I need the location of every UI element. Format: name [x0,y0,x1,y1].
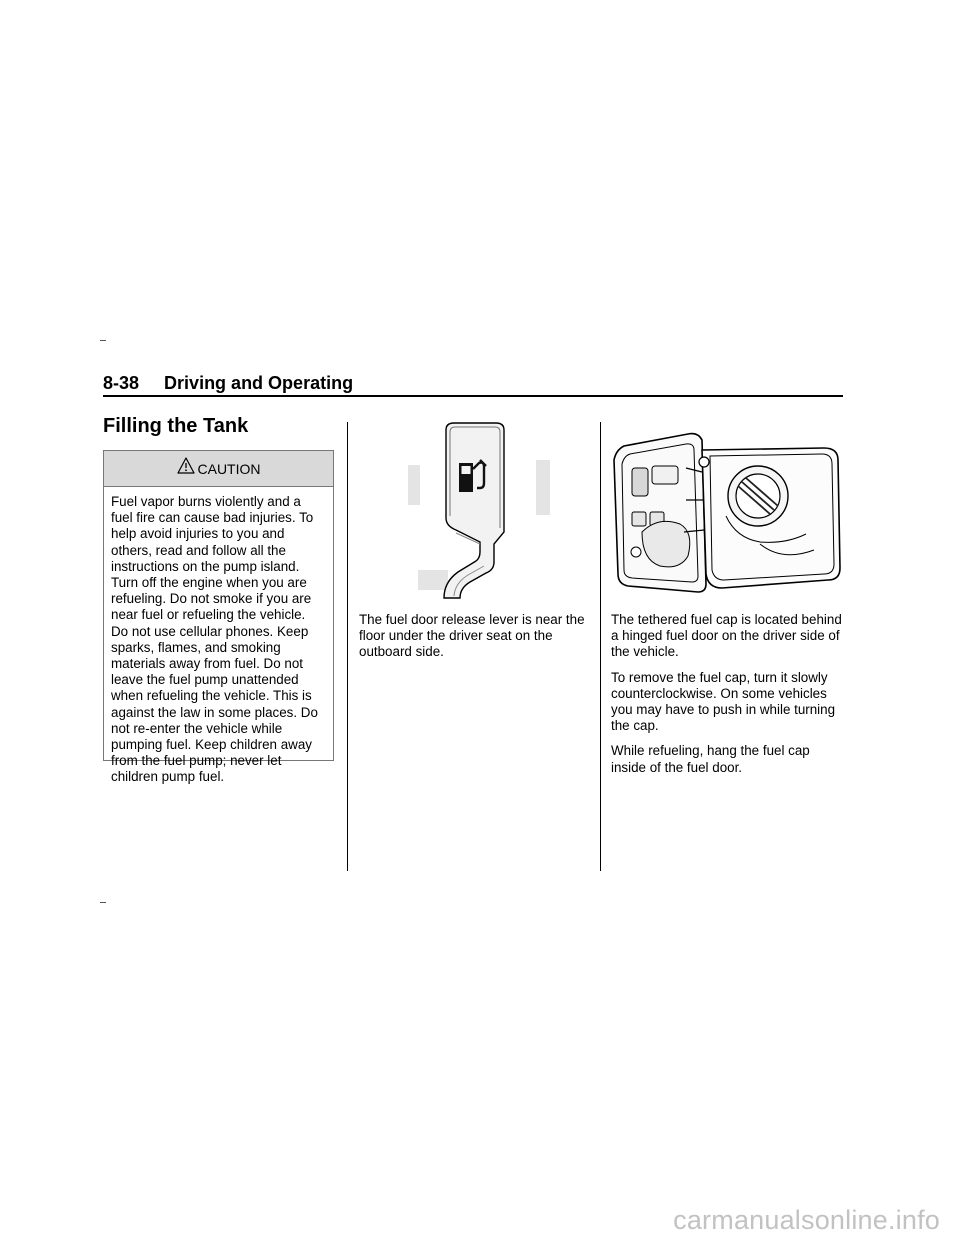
fuel-cap-text [611,612,843,785]
page-number: 8-38 [103,373,140,393]
chapter-title: Driving and Operating [164,373,354,393]
crop-mark-top [100,340,106,341]
fuel-door-release-text [359,612,591,670]
fuel-cap-door-figure [610,420,846,610]
section-title: Filling the Tank [103,415,249,437]
fuel-pump-icon [458,457,492,493]
fuel-cap-paragraph-2: To remove the fuel cap, turn it slowly counterclockwise. On some vehicles you may have to push in while turning the cap. [611,669,836,734]
fuel-cap-paragraph-3: While refueling, hang the fuel cap inside of the fuel door. [611,743,810,775]
caution-label: CAUTION [197,460,261,477]
column-divider-right [600,422,601,871]
column-divider-left [347,422,348,871]
fuel-cap-paragraph-1: The tethered fuel cap is located behind a hinged fuel door on the driver side of the vehicle. [611,612,842,660]
caution-header [104,451,333,487]
crop-mark-bottom [100,902,106,903]
caution-text: Fuel vapor burns violently and a fuel fire can cause bad injuries. To help avoid injuries to you and others, read and follow all the instructions on the pump island. Turn off the engine when you are refueling. Do not smoke if you are near fuel or refueling the vehicle. Do not use cellular phones. Keep sparks, flames, and smoking materials away from fuel. Do not leave the fuel pump unattended when refueling the vehicle. This is against the law in some places. Do not re-enter the vehicle while pumping fuel. Keep children away from the fuel pump; never let children pump fuel. [111,494,318,785]
warning-triangle-icon [177,457,195,474]
fuel-door-release-paragraph: The fuel door release lever is near the floor under the driver seat on the outboard side. [359,612,585,660]
watermark: carmanualsonline.info [673,1205,940,1235]
fuel-door-release-lever-figure [358,420,594,600]
caution-box [103,450,334,785]
page-header [103,373,843,397]
